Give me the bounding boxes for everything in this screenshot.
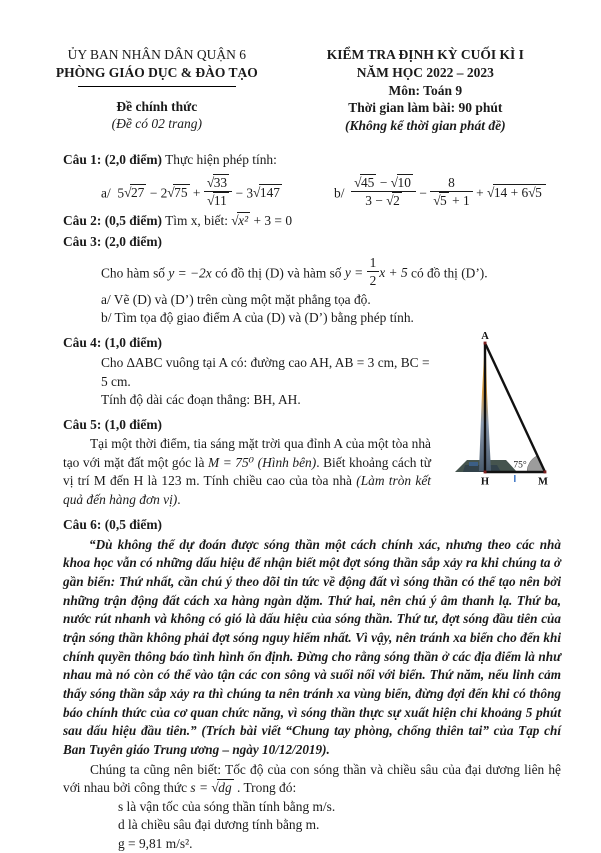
subject: Môn: Toán 9 — [388, 82, 463, 98]
q1b-op1: − — [419, 185, 427, 201]
q1a-t1: 5 — [117, 185, 125, 201]
q5-p1: Tại một thời điểm, tia sáng mặt trời qua đỉnh A của một tòa nhà tạo với mặt đất một góc là — [63, 436, 431, 470]
q6-heading — [63, 516, 561, 535]
q6-label: Câu 6: — [63, 517, 102, 533]
q5-rounding-note: (Làm tròn kết quả đến hàng đơn vị) — [63, 473, 431, 507]
vertex-H-dot — [484, 470, 487, 473]
q5-angle-value: M = 75⁰ — [207, 454, 255, 470]
q1-heading — [63, 151, 561, 170]
q6-quote: “Dù không thể dự đoán được sóng thần một cách chính xác, nhưng theo các nhà khoa học vẫn có những dấu hiệu để nhận biết một đợt sóng thần sắp xảy ra khi chúng ta ở gần biển: Thứ nhất, cần chú ý theo dõi tin tức về động đất vì sóng thần có thể tạo nên bởi những trận động đất cách xa hàng ngàn dặm. Thứ hai, nên chú ý âm thanh lạ. Thứ ba, nước rút nhanh và không có gió là dấu hiệu của sóng thần. Thứ tư, đợt sóng đầu tiên của trận sóng thần không phải đợt sóng nguy hiểm nhất. Vì vậy, nên tránh xa biển cho đến khi chính quyền thông báo tình hình ổn định. Đừng cho rằng sóng thần ở các địa điểm là như nhau mà nó còn có thể vào tận các con sông và suối nối với biển. Thứ năm, nếu linh cảm thấy sóng thần sắp xảy ra thì chúng ta nên tránh xa vùng biển, đừng đợi đến khi có thông báo chính thức của cơ quan chức năng, vì sóng thần thực sự xuất hiện chỉ khoảng 5 phút sau dấu hiệu đầu tiên.” (Trích bài viết “Chung tay phòng, chống thiên tai” của Tạp chí Ban Tuyên giáo Trung ương – ngày 10/12/2019). — [63, 536, 561, 757]
q6-statement — [63, 761, 561, 798]
q3-points: (2,0 điểm) — [104, 234, 162, 250]
duration: Thời gian làm bài: 90 phút — [348, 100, 503, 116]
q3-item-b: b/ Tìm tọa độ giao điểm A của (D) và (D’) bằng phép tính. — [101, 310, 414, 326]
q3-item-a: a/ Vẽ (D) và (D’) trên cùng một mặt phẳng tọa độ. — [101, 291, 371, 307]
q6-formula: s = √dg — [190, 780, 232, 796]
scale-tick — [514, 475, 516, 482]
q2-points: (0,5 điểm) — [104, 212, 162, 228]
q6-item-g: g = 9,81 m/s². — [118, 835, 193, 851]
q5-figure — [439, 330, 561, 487]
q5-p5: . — [177, 491, 181, 507]
q1a-t3: + — [192, 185, 201, 201]
q1-points: (2,0 điểm) — [104, 152, 162, 168]
q3-heading — [63, 233, 561, 252]
q1a-label: a/ — [101, 185, 111, 201]
sqrt-27: √27 — [124, 185, 145, 201]
q4-label: Câu 4: — [63, 334, 102, 350]
q4-line1: Cho ∆ABC vuông tại A có: đường cao AH, AB = 3 cm, BC = 5 cm. — [101, 355, 430, 389]
label-H: H — [480, 476, 490, 487]
q5-points: (1,0 điểm) — [104, 416, 162, 432]
q2-equation: √x² + 3 = 0 — [231, 212, 293, 228]
q3-t2: có đồ thị (D) và hàm số — [215, 265, 342, 281]
q2-heading — [63, 212, 561, 231]
header-left-block — [36, 46, 278, 135]
exam-body — [0, 135, 601, 853]
header-divider — [78, 86, 236, 87]
q2-label: Câu 2: — [63, 212, 102, 228]
q1-prompt: Thực hiện phép tính: — [165, 152, 277, 168]
q3-t1: Cho hàm số — [101, 265, 165, 281]
q1a-t4: − 3 — [235, 185, 254, 201]
q1b-nested-sqrt: √14 + 6√5 — [487, 185, 546, 200]
q6-p2b: . Trong đó: — [237, 780, 297, 796]
q3-t3: có đồ thị (D’). — [411, 265, 488, 281]
header-right-block — [278, 46, 573, 135]
q1-math-row — [63, 175, 561, 208]
triangle-tower-figure — [439, 330, 561, 487]
doc-type: Đề chính thức — [116, 98, 198, 114]
q1b-expression — [334, 175, 546, 208]
q6-item-d: d là chiều sâu đại dương tính bằng m. — [118, 817, 320, 833]
sqrt-147: √147 — [253, 185, 280, 201]
angle-label: 75° — [513, 460, 527, 471]
time-note: (Không kể thời gian phát đề) — [344, 118, 506, 134]
q1b-fraction1: $\frac{√45 - √10}{3 - √2}$ — [351, 175, 416, 208]
label-M: M — [538, 476, 548, 487]
q3-function2: y = $\frac{1}{2}$ x + 5 — [344, 254, 408, 288]
tower-base-detail — [469, 462, 478, 466]
q4-line2: Tính độ dài các đoạn thẳng: BH, AH. — [101, 392, 301, 408]
issuing-authority: ỦY BAN NHÂN DÂN QUẬN 6 — [67, 47, 246, 62]
vertex-A-dot — [484, 341, 487, 344]
q1a-expression — [101, 175, 282, 208]
q3-statement — [101, 255, 561, 288]
q1-label: Câu 1: — [63, 152, 102, 168]
q6-points: (0,5 điểm) — [104, 517, 162, 533]
vertex-M-dot — [544, 470, 547, 473]
q1b-op2: + — [476, 185, 484, 201]
q4-points: (1,0 điểm) — [104, 334, 162, 350]
sqrt-75: √75 — [167, 185, 188, 201]
q1a-t2: − 2 — [149, 185, 168, 201]
header — [0, 0, 601, 135]
q6-item-s: s là vận tốc của sóng thần tính bằng m/s. — [118, 798, 336, 814]
label-A: A — [481, 330, 489, 342]
q3-label: Câu 3: — [63, 234, 102, 250]
school-year: NĂM HỌC 2022 – 2023 — [356, 64, 494, 80]
q1b-fraction2: $\frac{8}{√5 + 1}$ — [430, 175, 473, 208]
pages-note: (Đề có 02 trang) — [111, 116, 202, 132]
department-name: PHÒNG GIÁO DỤC & ĐÀO TẠO — [55, 64, 258, 80]
q1a-fraction: $\frac{√33}{√11}$ — [204, 175, 232, 208]
exam-title: KIỂM TRA ĐỊNH KỲ CUỐI KÌ I — [326, 47, 524, 62]
q1b-label: b/ — [334, 185, 345, 201]
q3-function1: y = −2x — [168, 265, 212, 281]
q6-p2a: Chúng ta cũng nên biết: Tốc độ của con sóng thần và chiều sâu của đại dương liên hệ với nhau bởi công thức — [63, 761, 561, 796]
side-AM — [485, 343, 545, 472]
q2-prompt: Tìm x, biết: — [165, 212, 228, 228]
q5-label: Câu 5: — [63, 416, 102, 432]
q5-figure-ref: (Hình bên) — [257, 454, 317, 470]
q5-p3: . Biết khoảng cách từ vị trí M đến H là 123 m. Tính chiều cao của tòa nhà — [63, 454, 431, 489]
